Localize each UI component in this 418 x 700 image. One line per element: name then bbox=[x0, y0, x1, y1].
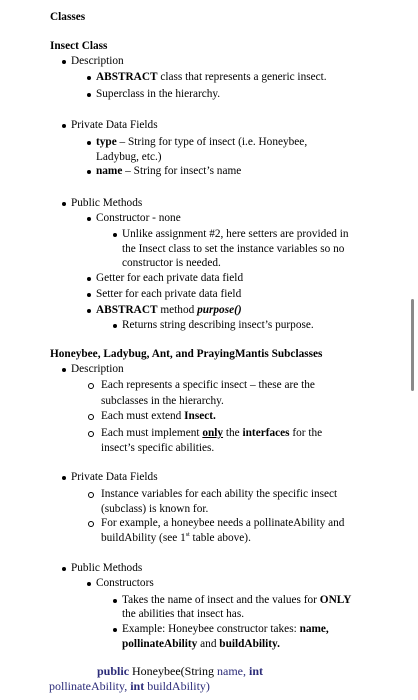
bullet-icon bbox=[62, 202, 66, 206]
each-represents-line2: subclasses in the hierarchy. bbox=[101, 395, 224, 407]
subclasses-description-row: Description bbox=[62, 362, 124, 377]
must-extend-item: Each must extend Insect. bbox=[88, 409, 216, 424]
instance-variables-item: Instance variables for each ability the specific insect bbox=[88, 487, 337, 502]
bullet-icon bbox=[87, 76, 91, 80]
type-field-continuation: Ladybug, etc.) bbox=[96, 151, 162, 163]
bullet-icon bbox=[87, 93, 91, 97]
bullet-icon bbox=[87, 277, 91, 281]
circle-bullet-icon bbox=[88, 383, 94, 389]
insect-public-methods-row: Public Methods bbox=[62, 196, 142, 211]
page-title: Classes bbox=[50, 11, 86, 23]
unlike-assignment-item: Unlike assignment #2, here setters are provided in bbox=[113, 227, 349, 242]
example-constructor-item: Example: Honeybee constructor takes: name, bbox=[113, 622, 329, 637]
setter-item: Setter for each private data field bbox=[87, 287, 241, 302]
bullet-icon bbox=[62, 476, 66, 480]
unlike-assignment-line3: constructor is needed. bbox=[122, 257, 221, 269]
circle-bullet-icon bbox=[88, 521, 94, 527]
name-field-item: name – String for insect’s name bbox=[87, 164, 241, 179]
bullet-icon bbox=[87, 309, 91, 313]
unlike-assignment-line2: the Insect class to set the instance variables so no bbox=[122, 243, 345, 255]
bullet-icon bbox=[113, 324, 117, 328]
bullet-icon bbox=[87, 141, 91, 145]
bullet-icon bbox=[62, 60, 66, 64]
constructor-none-item: Constructor - none bbox=[87, 211, 181, 226]
constructor-signature-line2: pollinateAbility, int buildAbility) bbox=[49, 679, 210, 693]
must-implement-item: Each must implement only the interfaces for the bbox=[88, 426, 322, 441]
bullet-icon bbox=[113, 599, 117, 603]
for-example-line2: buildAbility (see 1st table above). bbox=[101, 532, 251, 544]
getter-item: Getter for each private data field bbox=[87, 271, 243, 286]
bullet-icon bbox=[87, 582, 91, 586]
bullet-icon bbox=[62, 124, 66, 128]
bullet-icon bbox=[113, 233, 117, 237]
circle-bullet-icon bbox=[88, 492, 94, 498]
for-example-item: For example, a honeybee needs a pollinateAbility and bbox=[88, 516, 344, 531]
superclass-item: Superclass in the hierarchy. bbox=[87, 87, 220, 102]
abstract-method-item: ABSTRACT method purpose() bbox=[87, 303, 242, 318]
subclasses-public-methods-row: Public Methods bbox=[62, 561, 142, 576]
scrollbar-thumb[interactable] bbox=[411, 299, 414, 391]
circle-bullet-icon bbox=[88, 414, 94, 420]
bullet-icon bbox=[113, 628, 117, 632]
takes-name-line2: the abilities that insect has. bbox=[122, 608, 245, 620]
subclasses-private-fields-row: Private Data Fields bbox=[62, 470, 158, 485]
constructor-signature-line1: public Honeybee(String name, int bbox=[97, 664, 264, 678]
each-represents-item: Each represents a specific insect – these are the bbox=[88, 378, 315, 393]
insect-description-label: Description bbox=[71, 55, 124, 67]
insect-private-fields-row: Private Data Fields bbox=[62, 118, 158, 133]
returns-string-item: Returns string describing insect’s purpose. bbox=[113, 318, 314, 333]
instance-variables-line2: (subclass) is known for. bbox=[101, 503, 209, 515]
takes-name-item: Takes the name of insect and the values for ONLY bbox=[113, 593, 351, 608]
bullet-icon bbox=[87, 170, 91, 174]
bullet-icon bbox=[62, 368, 66, 372]
example-constructor-line2: pollinateAbility and buildAbility. bbox=[122, 638, 280, 650]
insect-class-heading: Insect Class bbox=[50, 40, 108, 52]
bullet-icon bbox=[87, 293, 91, 297]
constructors-item: Constructors bbox=[87, 576, 154, 591]
abstract-class-item: ABSTRACT class that represents a generic insect. bbox=[87, 70, 327, 85]
bullet-icon bbox=[62, 567, 66, 571]
type-field-item: type – String for type of insect (i.e. Honeybee, bbox=[87, 135, 307, 150]
must-implement-line2: insect’s specific abilities. bbox=[101, 442, 215, 454]
bullet-icon bbox=[87, 217, 91, 221]
circle-bullet-icon bbox=[88, 431, 94, 437]
subclasses-heading: Honeybee, Ladybug, Ant, and PrayingMantis Subclasses bbox=[50, 348, 323, 360]
insect-description-row bbox=[62, 54, 124, 69]
